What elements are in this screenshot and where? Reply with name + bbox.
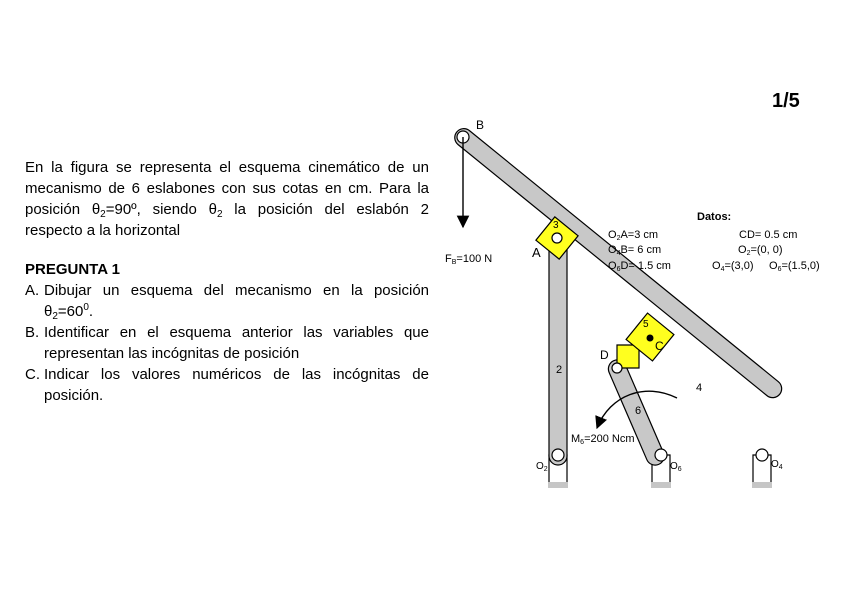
data-o2: O2=(0, 0) xyxy=(738,244,783,257)
ground-o2 xyxy=(548,482,568,488)
item-end: . xyxy=(88,303,94,320)
degree-superscript: 0 xyxy=(83,302,89,313)
joint-o6 xyxy=(655,449,667,461)
data-o4: O4=(3,0) xyxy=(712,260,754,273)
label-d: D xyxy=(600,348,609,362)
problem-text xyxy=(25,157,429,406)
label-a: A xyxy=(532,245,541,260)
joint-o2 xyxy=(552,449,564,461)
statement-link-number: 2 xyxy=(420,201,430,218)
item-label: A. xyxy=(25,282,40,299)
page-number: 1/5 xyxy=(772,90,800,112)
label-o2: $O_2$ xyxy=(536,461,548,473)
data-o6: O6=(1.5,0) xyxy=(769,260,820,273)
question-title: PREGUNTA 1 xyxy=(25,261,121,278)
theta-subscript: 2 xyxy=(52,311,58,322)
item-text: Indicar los valores numéricos de las incógnitas de posición. xyxy=(44,366,429,404)
label-link-6: 6 xyxy=(635,405,642,417)
question-item-b xyxy=(25,322,429,364)
moment-label: M6=200 Ncm xyxy=(571,433,635,446)
data-o2a: O2A=3 cm xyxy=(608,229,659,242)
label-link-2: 2 xyxy=(556,364,563,376)
item-label: C. xyxy=(25,366,40,383)
data-cd: CD= 0.5 cm xyxy=(739,229,798,241)
joint-o4 xyxy=(756,449,768,461)
theta-symbol: θ xyxy=(91,201,101,218)
mechanism-diagram xyxy=(430,110,840,495)
theta-symbol: θ xyxy=(208,201,217,218)
statement-text: En la figura se representa el esquema cinemático de un mecanismo de xyxy=(25,159,429,197)
item-label: B. xyxy=(25,324,40,341)
link-2 xyxy=(549,230,567,465)
ground-o4 xyxy=(752,482,772,488)
joint-d xyxy=(612,363,622,373)
force-label: FB=100 N xyxy=(445,253,493,266)
item-angle-value: =60 xyxy=(57,303,84,320)
ground-o6 xyxy=(651,482,671,488)
joint-c xyxy=(647,335,654,342)
label-link-5: 5 xyxy=(643,319,649,330)
theta-symbol: θ xyxy=(44,303,53,320)
question-item-c xyxy=(25,364,429,406)
problem-statement xyxy=(25,157,429,241)
label-b: B xyxy=(476,118,485,132)
label-o4: $O_4$ xyxy=(771,459,783,471)
label-link-4: 4 xyxy=(696,382,703,394)
theta-subscript: 2 xyxy=(216,209,223,220)
joint-a xyxy=(552,233,562,243)
data-o4b: O4B= 6 cm xyxy=(608,244,662,257)
item-text: Dibujar un esquema del mecanismo en la posición xyxy=(44,282,429,299)
label-link-3: 3 xyxy=(553,220,559,231)
label-c: C xyxy=(655,339,664,353)
statement-theta-value: =90º, siendo xyxy=(105,201,209,218)
data-o6d: O6D= 1.5 cm xyxy=(608,260,671,273)
statement-text: eslabones con sus cotas en cm. Para la posición xyxy=(25,180,429,218)
statement-num-links: 6 xyxy=(131,180,140,197)
question-item-a xyxy=(25,280,429,322)
statement-text: respecto a la horizontal xyxy=(25,222,181,239)
item-text: Identificar en el esquema anterior las variables que representan las incógnitas de posición xyxy=(44,324,429,362)
statement-text: la posición del eslabón xyxy=(222,201,421,218)
theta-subscript: 2 xyxy=(100,209,106,220)
data-title: Datos: xyxy=(697,211,732,223)
label-o6: $O_6$ xyxy=(670,461,682,473)
